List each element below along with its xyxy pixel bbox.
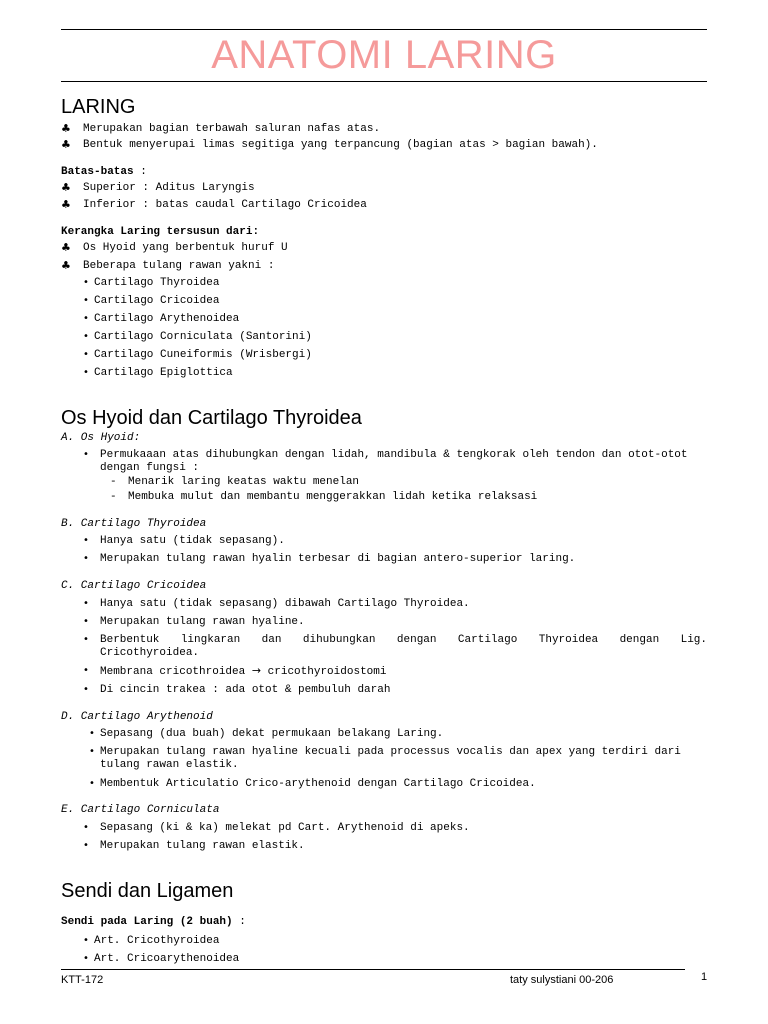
bullet-icon: •: [83, 598, 89, 609]
bullet-icon: •: [83, 684, 89, 695]
bullet-icon: •: [83, 449, 89, 460]
batas-inferior: Inferior : batas caudal Cartilago Cricoidea: [83, 199, 367, 211]
corniculata-item-2: Merupakan tulang rawan elastik.: [100, 840, 305, 852]
arythenoid-item-2-line-1: Merupakan tulang rawan hyaline kecuali pada processus vocalis dan apex yang terdiri dari: [100, 746, 681, 758]
club-icon: ♣: [61, 198, 71, 211]
bullet-icon: •: [83, 277, 89, 288]
heading-os-hyoid: Os Hyoid dan Cartilago Thyroidea: [61, 407, 362, 429]
cricoidea-item-3-line-1: [100, 633, 707, 647]
bullet-icon: •: [83, 953, 89, 964]
arythenoid-item-3: Membentuk Articulatio Crico-arythenoid dengan Cartilago Cricoidea.: [100, 778, 536, 790]
bullet-icon: •: [83, 367, 89, 378]
os-hyoid-line-2: dengan fungsi :: [100, 462, 200, 474]
bullet-icon: •: [83, 295, 89, 306]
kerangka-item-1: Os Hyoid yang berbentuk huruf U: [83, 242, 288, 254]
os-hyoid-line-1: Permukaaan atas dihubungkan dengan lidah, mandibula & tengkorak oleh tendon dan otot-otot: [100, 449, 688, 461]
bullet-icon: •: [83, 331, 89, 342]
sendi-item-2: Art. Cricoarythenoidea: [94, 953, 240, 965]
cricoidea-item-5: Di cincin trakea : ada otot & pembuluh darah: [100, 684, 391, 696]
tulang-rawan-item: Cartilago Arythenoidea: [94, 313, 240, 325]
arythenoid-item-1: Sepasang (dua buah) dekat permukaan belakang Laring.: [100, 728, 444, 740]
corniculata-item-1: Sepasang (ki & ka) melekat pd Cart. Arythenoid di apeks.: [100, 822, 470, 834]
bullet-icon: •: [83, 935, 89, 946]
footer-left: KTT-172: [61, 974, 104, 986]
bullet-icon: •: [83, 840, 89, 851]
bullet-icon: •: [83, 553, 89, 564]
dash-icon: -: [110, 476, 117, 488]
club-icon: ♣: [61, 181, 71, 194]
arythenoid-item-2-line-2: tulang rawan elastik.: [100, 759, 239, 771]
heading-laring: LARING: [61, 96, 136, 118]
club-icon: ♣: [61, 122, 71, 135]
club-icon: ♣: [61, 138, 71, 151]
bullet-icon: •: [83, 349, 89, 360]
title-underline: [61, 81, 707, 82]
kerangka-heading: [61, 225, 259, 239]
page-title: ANATOMI LARING: [211, 33, 557, 77]
bullet-icon: •: [89, 778, 95, 789]
cricoidea-item-3-line-2: Cricothyroidea.: [100, 647, 200, 659]
dash-icon: -: [110, 491, 117, 503]
arrow-right-icon: →: [251, 664, 262, 677]
sendi-colon: :: [232, 916, 246, 928]
bullet-icon: •: [83, 313, 89, 324]
bullet-icon: •: [83, 535, 89, 546]
tulang-rawan-item: Cartilago Cuneiformis (Wrisbergi): [94, 349, 312, 361]
os-hyoid-sub-1: Menarik laring keatas waktu menelan: [128, 476, 360, 488]
laring-item-1: Merupakan bagian terbawah saluran nafas atas.: [83, 123, 381, 135]
club-icon: ♣: [61, 241, 71, 254]
footer-author: taty sulystiani 00-206: [510, 974, 614, 986]
cricoidea-item-2: Merupakan tulang rawan hyaline.: [100, 616, 305, 628]
section-c-label: C. Cartilago Cricoidea: [61, 580, 207, 592]
sendi-heading: [61, 915, 246, 929]
kerangka-label: Kerangka Laring tersusun dari: [61, 226, 253, 238]
cricoidea-item-4: [100, 664, 386, 679]
batas-colon: :: [133, 166, 147, 178]
batas-superior: Superior : Aditus Laryngis: [83, 182, 255, 194]
tulang-rawan-item: Cartilago Cricoidea: [94, 295, 220, 307]
tulang-rawan-item: Cartilago Corniculata (Santorini): [94, 331, 312, 343]
section-a-label: A. Os Hyoid:: [61, 432, 141, 444]
bullet-icon: •: [83, 634, 89, 645]
bullet-icon: •: [83, 616, 89, 627]
bullet-icon: •: [89, 728, 95, 739]
batas-heading: [61, 165, 147, 179]
bullet-icon: •: [89, 746, 95, 757]
kerangka-colon: :: [252, 226, 260, 238]
page-number: 1: [701, 971, 708, 983]
os-hyoid-sub-2: Membuka mulut dan membantu menggerakkan lidah ketika relaksasi: [128, 491, 538, 503]
kerangka-item-2: Beberapa tulang rawan yakni :: [83, 260, 275, 272]
thyroidea-item-2: Merupakan tulang rawan hyalin terbesar di bagian antero-superior laring.: [100, 553, 576, 565]
cricoidea-item-4-a: Membrana cricothroidea: [100, 666, 252, 678]
tulang-rawan-item: Cartilago Thyroidea: [94, 277, 220, 289]
cricoidea-item-4-b: cricothyroidostomi: [261, 666, 387, 678]
section-d-label: D. Cartilago Arythenoid: [61, 711, 213, 723]
cricoidea-item-1: Hanya satu (tidak sepasang) dibawah Cartilago Thyroidea.: [100, 598, 470, 610]
club-icon: ♣: [61, 259, 71, 272]
footer-rule: [61, 969, 685, 970]
batas-label: Batas-batas: [61, 166, 134, 178]
section-e-label: E. Cartilago Corniculata: [61, 804, 220, 816]
sendi-item-1: Art. Cricothyroidea: [94, 935, 220, 947]
cricoidea-item-3-text: Berbentuk lingkaran dan dihubungkan dengan Cartilago Thyroidea dengan Lig.: [100, 634, 707, 646]
bullet-icon: •: [83, 665, 89, 676]
thyroidea-item-1: Hanya satu (tidak sepasang).: [100, 535, 285, 547]
sendi-label: Sendi pada Laring (2 buah): [61, 916, 233, 928]
section-b-label: B. Cartilago Thyroidea: [61, 518, 207, 530]
tulang-rawan-item: Cartilago Epiglottica: [94, 367, 233, 379]
heading-sendi: Sendi dan Ligamen: [61, 880, 234, 902]
laring-item-2: Bentuk menyerupai limas segitiga yang terpancung (bagian atas > bagian bawah).: [83, 139, 598, 151]
bullet-icon: •: [83, 822, 89, 833]
